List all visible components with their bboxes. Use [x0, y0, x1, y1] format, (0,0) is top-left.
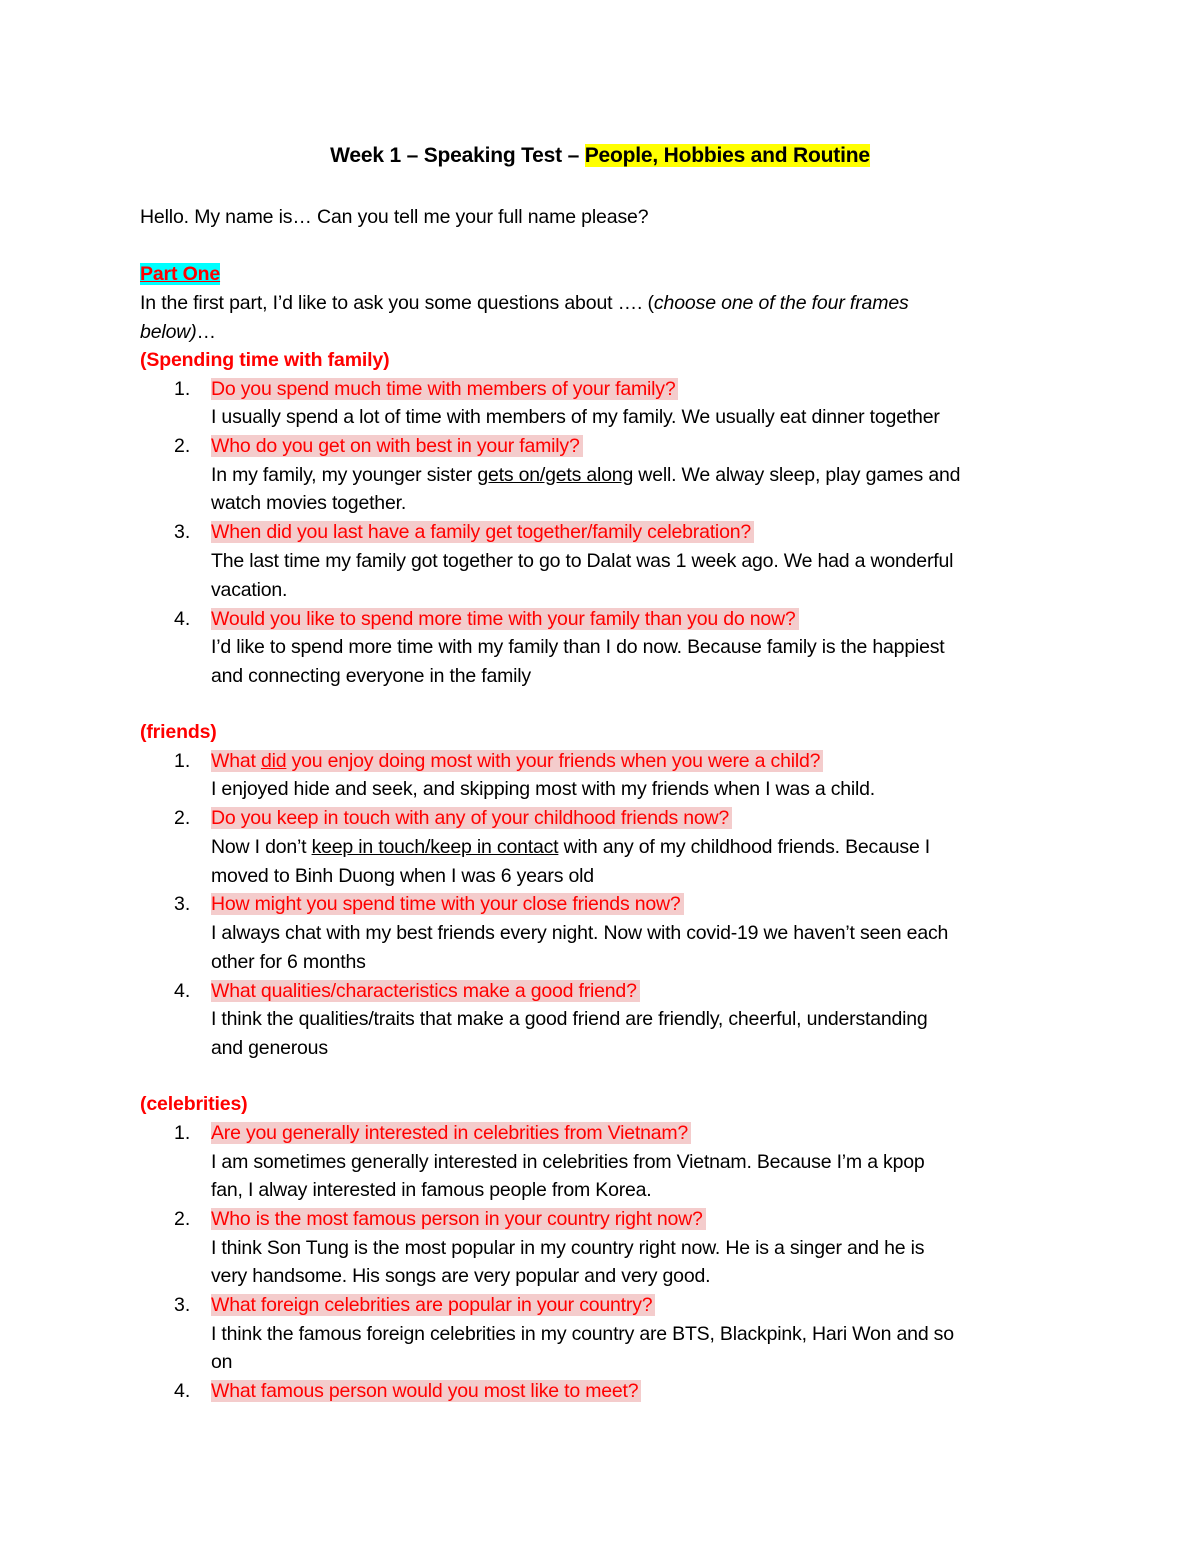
- title-highlight: People, Hobbies and Routine: [584, 144, 870, 167]
- question-text: [211, 750, 823, 772]
- answer: The last time my family got together to go to Dalat was 1 week ago. We had a wonderful: [211, 550, 954, 572]
- part-one-instruction: [140, 290, 909, 316]
- question: [211, 519, 754, 545]
- answer: [211, 462, 960, 488]
- question-text: Are you generally interested in celebrities from Vietnam?: [211, 1122, 691, 1144]
- section-heading-celebrities: (celebrities): [140, 1093, 248, 1115]
- answer: I am sometimes generally interested in celebrities from Vietnam. Because I’m a kpop: [211, 1151, 925, 1173]
- answer-text: well. We alway sleep, play games and: [633, 464, 961, 486]
- part-one-instruction-cont: [140, 319, 216, 345]
- question: [211, 1120, 691, 1146]
- answer: I’d like to spend more time with my family than I do now. Because family is the happiest: [211, 636, 945, 658]
- answer-text: In my family, my younger sister: [211, 464, 478, 486]
- answer-cont: fan, I alway interested in famous people from Korea.: [211, 1179, 652, 1201]
- question-text: What famous person would you most like to meet?: [211, 1380, 641, 1402]
- question-part: What: [211, 750, 261, 772]
- instruction-ellipsis: …: [196, 321, 216, 343]
- question: [211, 606, 799, 632]
- answer-cont: watch movies together.: [211, 492, 407, 514]
- list-number: 4.: [174, 608, 191, 630]
- question-underlined: did: [260, 750, 287, 772]
- question: [211, 433, 583, 459]
- answer-cont: vacation.: [211, 579, 288, 601]
- list-number: 2.: [174, 435, 191, 457]
- answer-cont: on: [211, 1351, 233, 1373]
- section-heading-family: (Spending time with family): [140, 349, 390, 371]
- question-text: Do you keep in touch with any of your childhood friends now?: [211, 807, 732, 829]
- question: [211, 1206, 706, 1232]
- list-number: 1.: [174, 750, 191, 772]
- list-number: 3.: [174, 893, 191, 915]
- question: [211, 805, 732, 831]
- question: [211, 1292, 655, 1318]
- list-number: 2.: [174, 807, 191, 829]
- question-text: What foreign celebrities are popular in your country?: [211, 1294, 655, 1316]
- title-main: Week 1 – Speaking Test –: [330, 144, 585, 167]
- instruction-italic: choose one of the four frames: [653, 292, 909, 314]
- answer-cont: other for 6 months: [211, 951, 366, 973]
- answer-text: Now I don’t: [211, 836, 312, 858]
- part-one-label: Part One: [140, 263, 221, 285]
- answer-cont: very handsome. His songs are very popular and very good.: [211, 1265, 711, 1287]
- question: [211, 891, 684, 917]
- question-text: Who is the most famous person in your country right now?: [211, 1208, 706, 1230]
- answer: [211, 834, 930, 860]
- question-part: you enjoy doing most with your friends when you were a child?: [286, 750, 821, 772]
- question-text: What qualities/characteristics make a good friend?: [211, 980, 640, 1002]
- list-number: 4.: [174, 1380, 191, 1402]
- list-number: 1.: [174, 1122, 191, 1144]
- answer: I think the qualities/traits that make a good friend are friendly, cheerful, understanding: [211, 1008, 928, 1030]
- answer: I usually spend a lot of time with members of my family. We usually eat dinner together: [211, 406, 940, 428]
- question: [211, 748, 823, 774]
- part-one-heading: [140, 261, 220, 287]
- question-text: Would you like to spend more time with your family than you do now?: [211, 608, 799, 630]
- question: [211, 376, 678, 402]
- answer-cont: and connecting everyone in the family: [211, 665, 531, 687]
- answer-underlined: keep in touch/keep in contact: [311, 836, 559, 858]
- answer-text: with any of my childhood friends. Because I: [558, 836, 931, 858]
- list-number: 2.: [174, 1208, 191, 1230]
- answer-underlined: gets on/gets along: [477, 464, 634, 486]
- page-title: [0, 144, 1200, 168]
- answer: I enjoyed hide and seek, and skipping most with my friends when I was a child.: [211, 778, 876, 800]
- list-number: 4.: [174, 980, 191, 1002]
- answer: I think Son Tung is the most popular in my country right now. He is a singer and he is: [211, 1237, 925, 1259]
- question-text: Do you spend much time with members of your family?: [211, 378, 678, 400]
- intro-text: Hello. My name is… Can you tell me your full name please?: [140, 206, 649, 228]
- question-text: When did you last have a family get together/family celebration?: [211, 521, 754, 543]
- instruction-italic-cont: below): [140, 321, 197, 343]
- instruction-text: In the first part, I’d like to ask you some questions about …. (: [140, 292, 654, 314]
- list-number: 1.: [174, 378, 191, 400]
- question-text: How might you spend time with your close friends now?: [211, 893, 684, 915]
- answer: I always chat with my best friends every night. Now with covid-19 we haven’t seen each: [211, 922, 949, 944]
- answer-cont: moved to Binh Duong when I was 6 years old: [211, 865, 594, 887]
- answer-cont: and generous: [211, 1037, 328, 1059]
- question: [211, 1378, 641, 1404]
- question-text: Who do you get on with best in your family?: [211, 435, 583, 457]
- list-number: 3.: [174, 1294, 191, 1316]
- section-heading-friends: (friends): [140, 721, 217, 743]
- question: [211, 978, 640, 1004]
- answer: I think the famous foreign celebrities in my country are BTS, Blackpink, Hari Won and so: [211, 1323, 954, 1345]
- list-number: 3.: [174, 521, 191, 543]
